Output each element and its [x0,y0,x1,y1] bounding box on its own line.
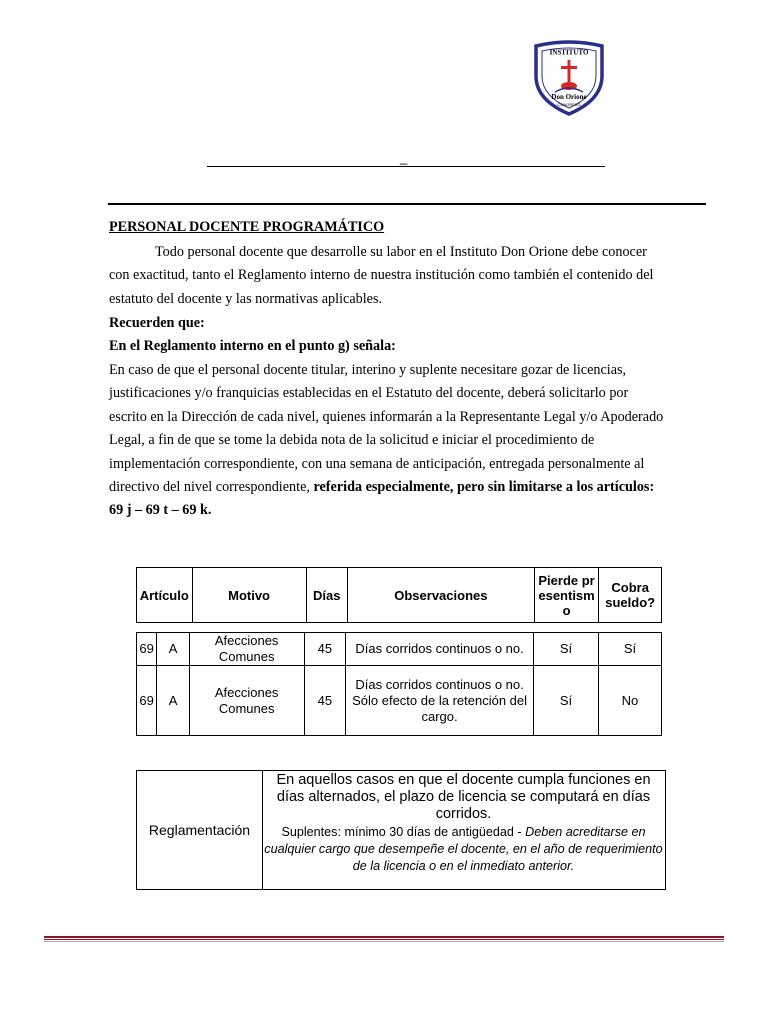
reglamentacion-sub-text [264,824,663,875]
section-divider [108,203,706,205]
reglamentacion-suplentes: Suplentes: mínimo 30 días de antigüedad - [281,825,526,839]
recall-heading: Recuerden que: [109,315,205,331]
license-table [136,632,662,736]
table-row [137,666,662,736]
header-divider [207,166,605,167]
institute-crest-logo [531,40,607,116]
cell-cobra: No [598,666,661,736]
footer-divider [44,936,724,942]
rule-heading: En el Reglamento interno en el punto g) señala: [109,338,396,354]
cell-obs: Días corridos continuos o no. Sólo efecto de la retención del cargo. [346,666,534,736]
cell-dias: 45 [304,666,346,736]
cell-art: 69 [137,633,157,666]
col-motivo: Motivo [192,568,306,623]
reglamentacion-content [264,772,663,875]
header-mark: _ [400,150,408,165]
page-title: PERSONAL DOCENTE PROGRAMÁTICO [109,219,385,235]
rule-paragraph [109,359,669,523]
cell-inc: A [157,666,189,736]
cell-obs: Días corridos continuos o no. [346,633,534,666]
reglamentacion-box [136,770,666,890]
logo-name-text: Don Orione [551,93,587,101]
col-cobra: Cobra sueldo? [599,568,662,623]
cell-inc: A [157,633,189,666]
cell-cobra: Sí [598,633,661,666]
reglamentacion-label: Reglamentación [137,771,263,889]
rule-paragraph-bold: referida especialmente, pero sin limitarse a los artículos: 69 j – 69 t – 69 k. [109,479,655,519]
rule-paragraph-text: En caso de que el personal docente titular, interino y suplente necesitare gozar de licencias, justificaciones y/o franquicias establecidas en el Estatuto del docente, deberá solicitarlo por escrito en la Dirección de cada nivel, quienes informarán a la Representante Legal y/o Apoderado Legal, a fin de que se tome la debida nota de la solicitud e iniciar el procedimiento de implementación correspondiente, con una semana de anticipación, entregada personalmente al directivo del nivel correspondiente, [109,362,664,496]
col-pierde: Pierde presentismo [534,568,599,623]
reglamentacion-main-text: En aquellos casos en que el docente cumpla funciones en días alternados, el plazo de licencia se computará en días corridos. [276,772,651,822]
cell-motivo: Afecciones Comunes [189,633,304,666]
cell-dias: 45 [304,633,346,666]
cell-motivo: Afecciones Comunes [189,666,304,736]
table-row [137,633,662,666]
license-table-header [136,567,662,623]
intro-paragraph: Todo personal docente que desarrolle su labor en el Instituto Don Orione debe conocer con exactitud, tanto el Reglamento interno de nuestra institución como también el contenido del estatuto del docente y las normativas aplicables. [109,244,654,307]
reglamentacion-italic: Deben acreditarse en cualquier cargo que desempeñe el docente, en el año de requerimiento de la licencia o en el inmediato anterior. [264,825,663,873]
logo-top-text: INSTITUTO [549,48,589,57]
col-articulo: Artículo [137,568,193,623]
cell-pierde: Sí [534,633,599,666]
logo-bottom-text: CONGRESO [557,102,581,107]
col-dias: Días [306,568,347,623]
col-observaciones: Observaciones [347,568,534,623]
cell-art: 69 [137,666,157,736]
cell-pierde: Sí [534,666,599,736]
